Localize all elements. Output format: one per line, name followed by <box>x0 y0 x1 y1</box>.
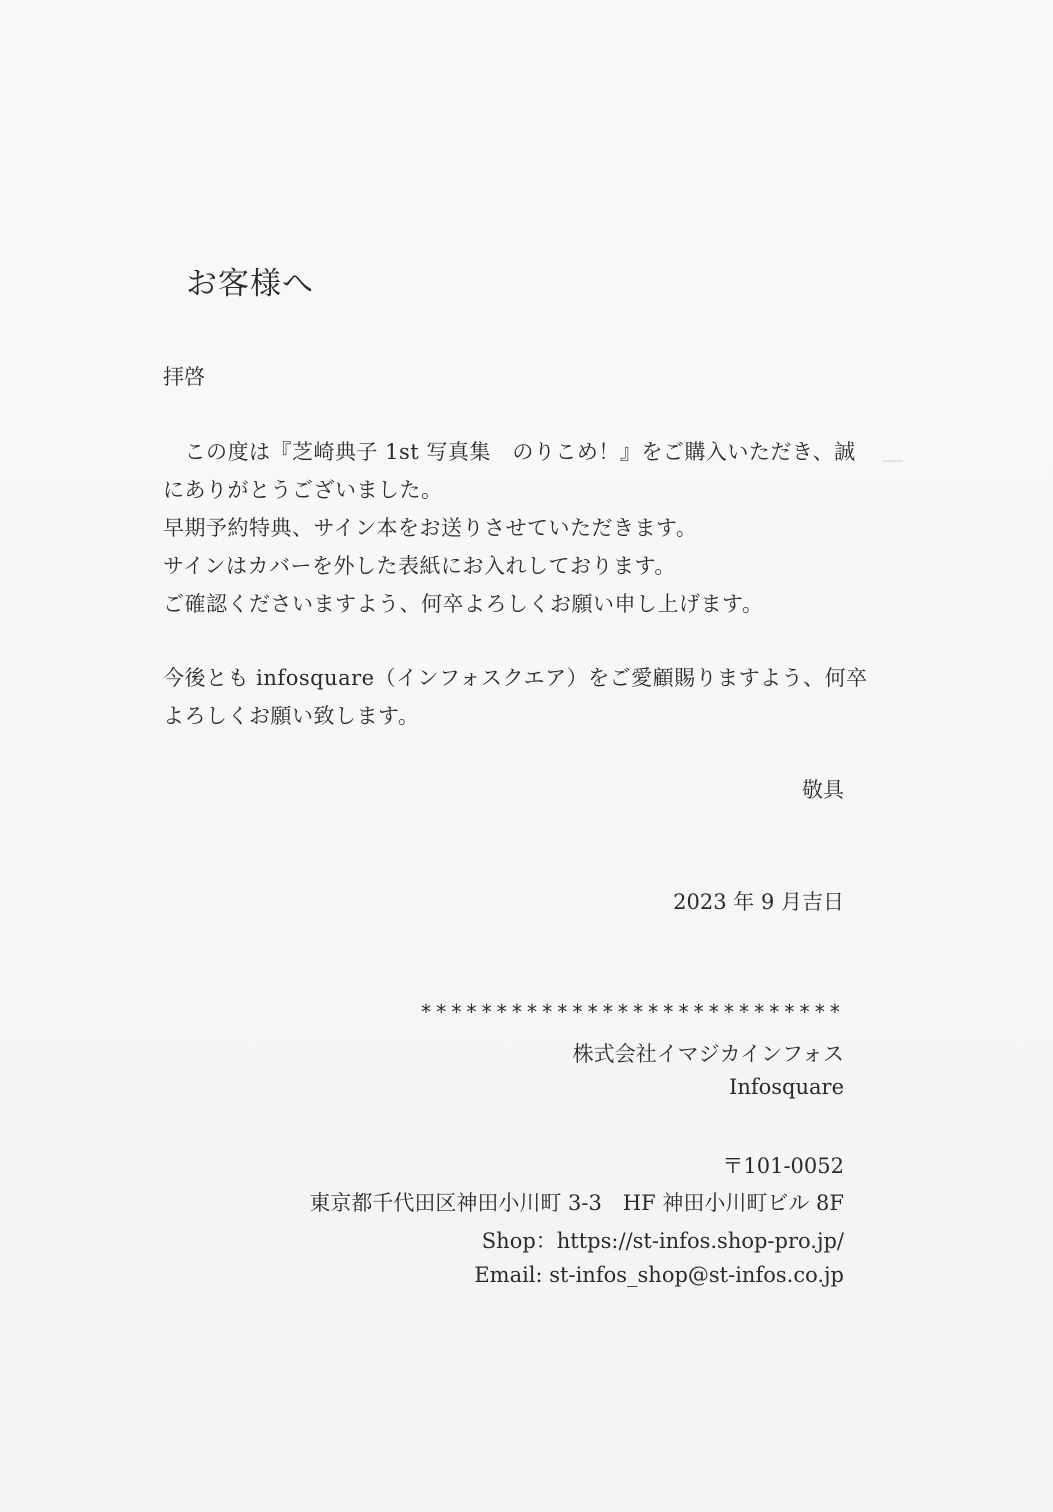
paper-mark <box>883 460 903 462</box>
email-address[interactable]: Email: st-infos_shop@st-infos.co.jp <box>474 1263 844 1287</box>
body-line: この度は『芝崎典子 1st 写真集 のりこめ！』をご購入いただき、誠 <box>163 440 856 464</box>
closing-line: 今後とも infosquare（インフォスクエア）をご愛顧賜りますよう、何卒 <box>163 666 868 690</box>
company-name-en: Infosquare <box>729 1075 844 1099</box>
body-line: サインはカバーを外した表紙にお入れしております。 <box>163 554 676 578</box>
body-line: にありがとうございました。 <box>163 478 443 502</box>
company-name-jp: 株式会社イマジカインフォス <box>572 1042 844 1066</box>
divider-stars: **************************** <box>420 1000 844 1024</box>
closing-line: よろしくお願い致します。 <box>163 704 420 728</box>
letter-date: 2023 年 9 月吉日 <box>673 890 844 914</box>
body-line: 早期予約特典、サイン本をお送りさせていただきます。 <box>163 516 698 540</box>
address: 東京都千代田区神田小川町 3-3 HF 神田小川町ビル 8F <box>309 1191 844 1215</box>
postal-code: 〒101-0052 <box>722 1154 844 1178</box>
body-line: ご確認くださいますよう、何卒よろしくお願い申し上げます。 <box>163 592 764 616</box>
salutation: お客様へ <box>186 266 314 302</box>
sign-off: 敬具 <box>802 778 844 802</box>
shop-url[interactable]: Shop：https://st-infos.shop-pro.jp/ <box>481 1229 844 1253</box>
opening-greeting: 拝啓 <box>163 365 205 389</box>
